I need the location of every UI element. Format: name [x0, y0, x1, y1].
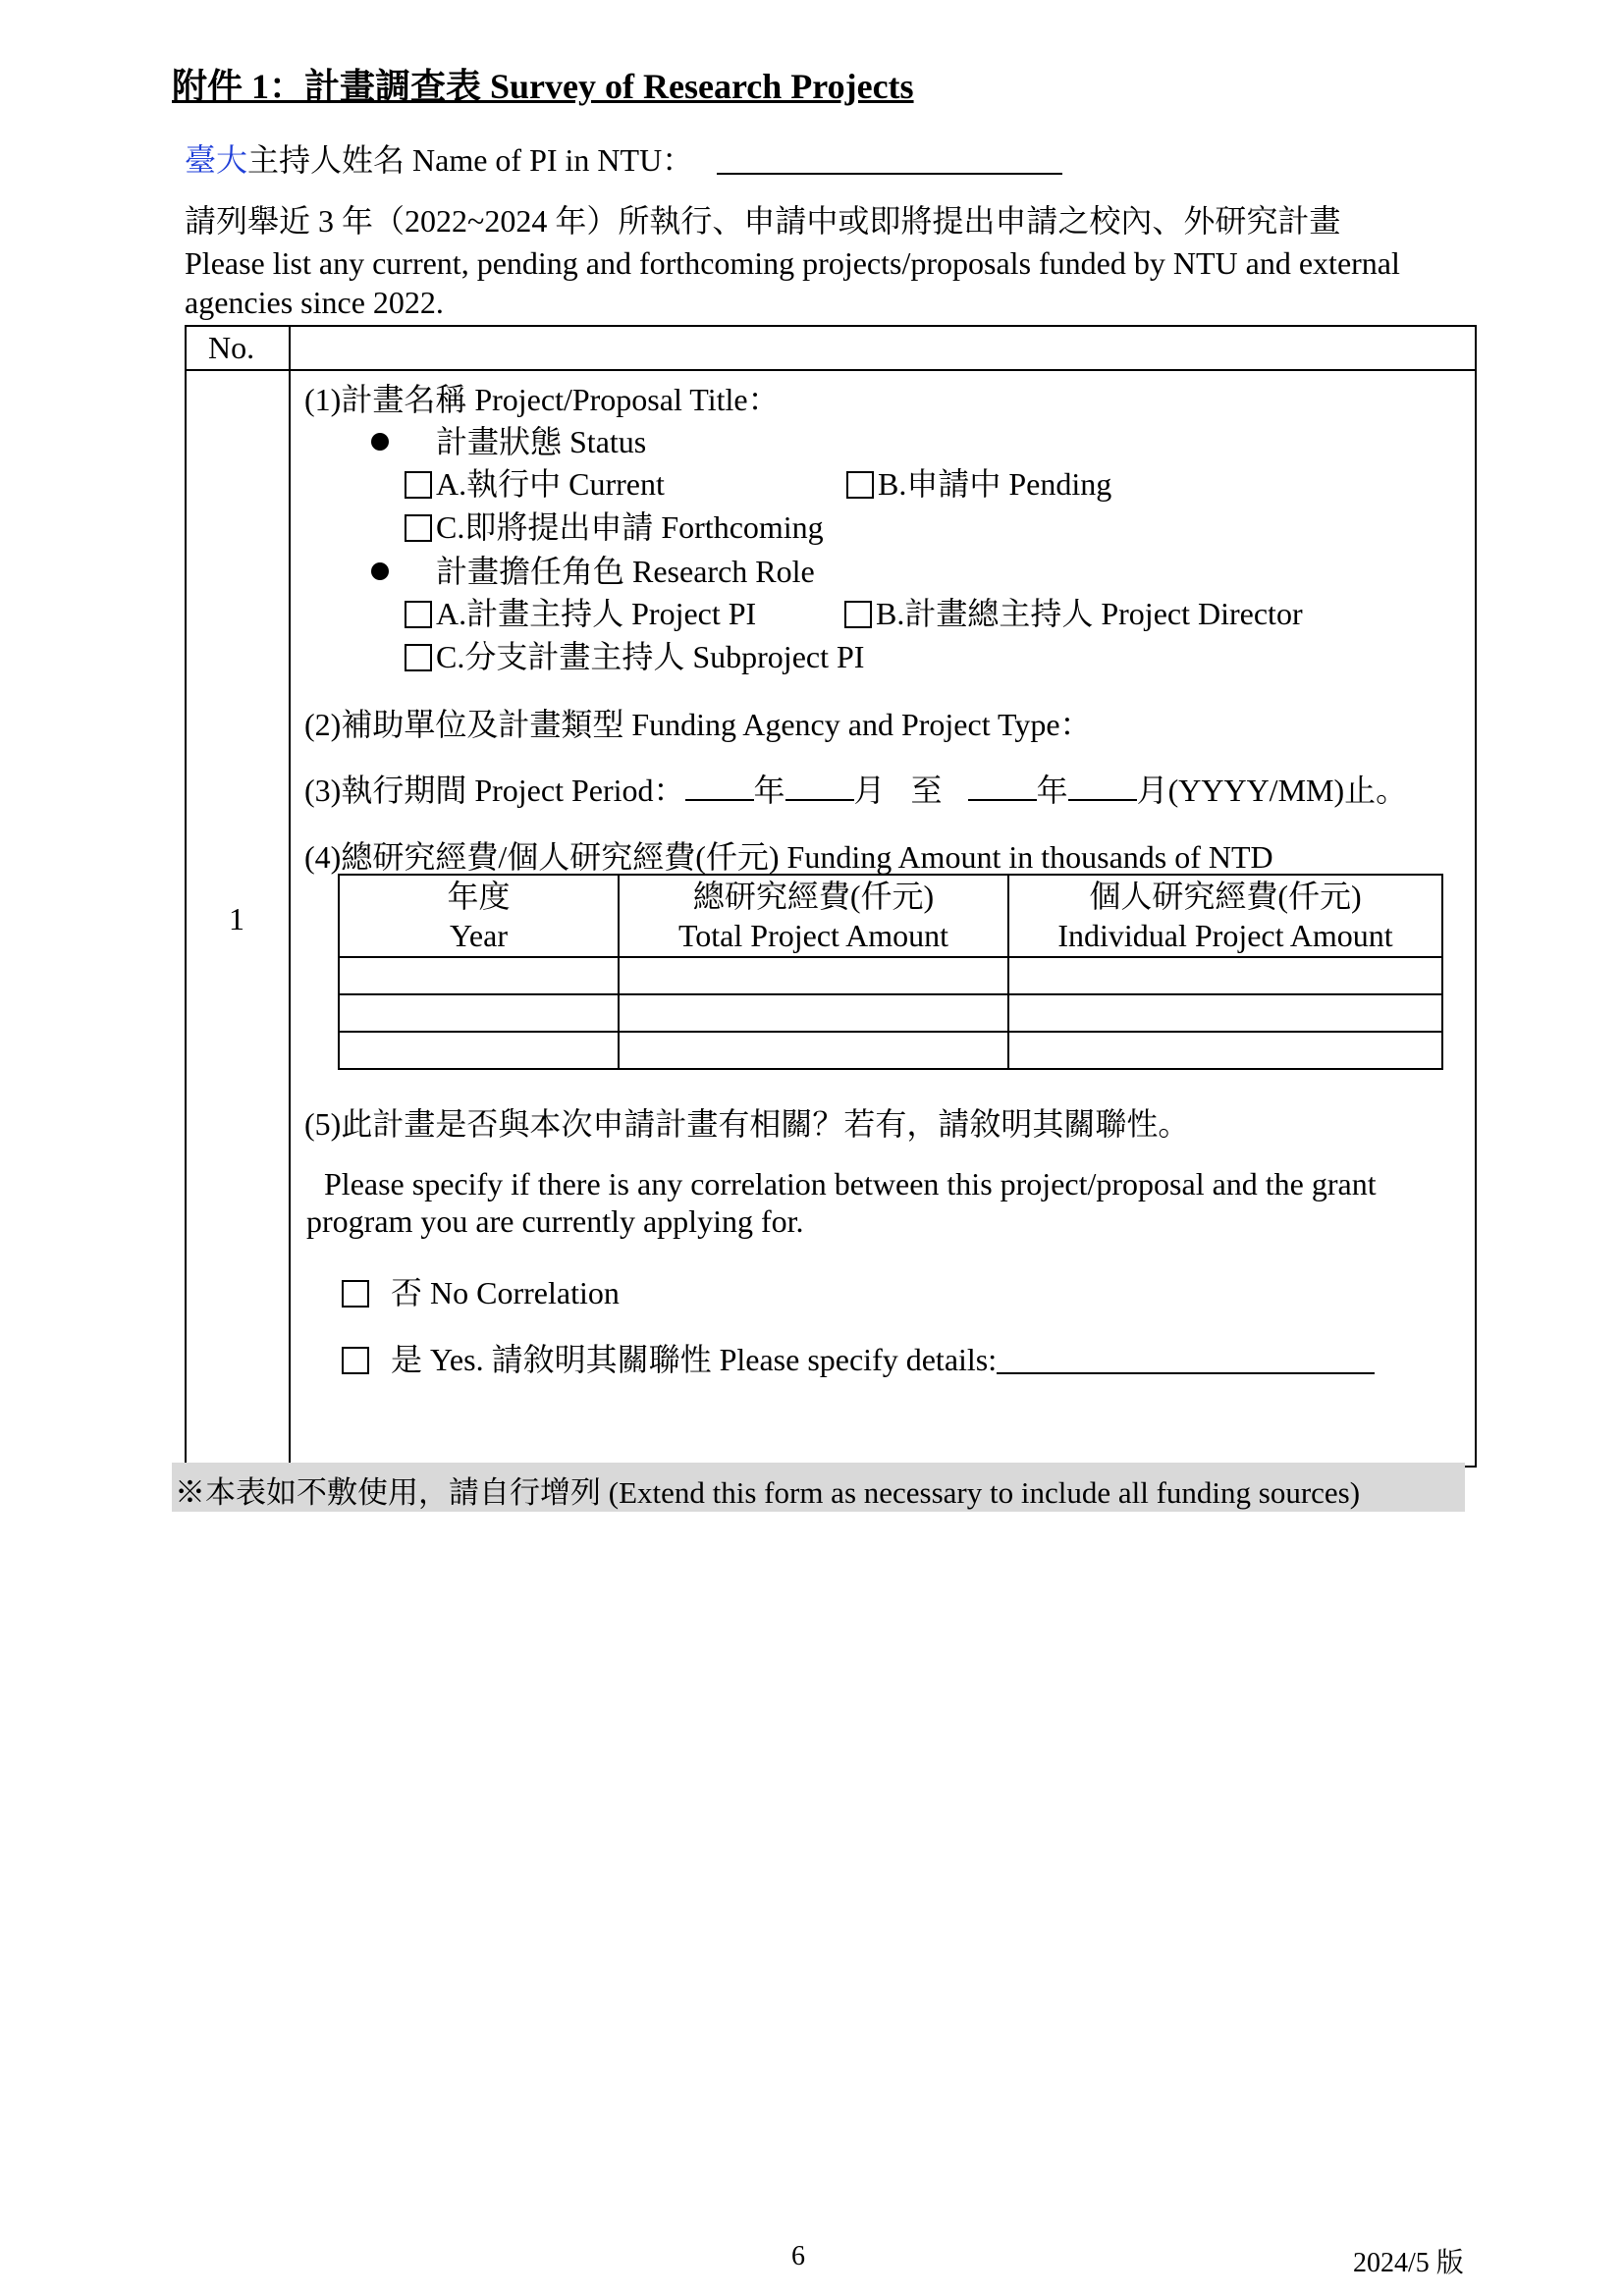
checkbox-icon[interactable] — [405, 644, 432, 671]
role-option-pi-label: A.計畫主持人 Project PI — [436, 596, 757, 631]
page-title: 附件 1：計畫調查表 Survey of Research Projects — [172, 67, 914, 106]
cell-input[interactable] — [339, 957, 619, 994]
checkbox-icon[interactable] — [846, 471, 874, 499]
table-row — [339, 994, 1442, 1032]
footnote: ※本表如不敷使用，請自行增列 (Extend this form as necessary to include all funding sources) — [175, 1475, 1361, 1510]
pi-name-row — [185, 135, 693, 181]
intro-zh: 請列舉近 3 年（2022~2024 年）所執行、申請中或即將提出申請之校內、外研究計畫 — [185, 203, 1341, 239]
cell-input[interactable] — [619, 994, 1008, 1032]
correlation-no-option[interactable] — [342, 1268, 620, 1313]
table-header-divider — [185, 369, 1475, 371]
checkbox-icon[interactable] — [844, 601, 872, 628]
status-label: 計畫狀態 Status — [436, 424, 647, 459]
role-option-director[interactable] — [844, 589, 1303, 634]
correlation-details-field[interactable] — [997, 1343, 1375, 1374]
bullet-icon — [371, 562, 389, 580]
cell-input[interactable] — [1008, 1032, 1442, 1069]
pi-prefix: 臺大 — [185, 142, 248, 178]
cell-input[interactable] — [339, 994, 619, 1032]
item5-specify: Please specify if there is any correlation between this project/proposal and the grant program you are currently applying for. — [306, 1166, 1377, 1239]
item2-title: (2)補助單位及計畫類型 Funding Agency and Project Type： — [304, 707, 1092, 742]
item4-title: (4)總研究經費/個人研究經費(仟元) Funding Amount in thousands of NTD — [304, 839, 1273, 875]
funding-header-row — [339, 875, 1442, 957]
col-individual-zh: 個人研究經費(仟元) — [1089, 879, 1362, 914]
end-year-unit: 年 — [1036, 773, 1068, 808]
bullet-icon — [371, 433, 389, 451]
correlation-no-label: 否 No Correlation — [391, 1275, 620, 1310]
role-row — [371, 547, 815, 592]
row-number: 1 — [229, 901, 244, 936]
status-option-current[interactable] — [405, 459, 665, 505]
start-month-unit: 月 — [853, 773, 886, 808]
role-option-subproject-label: C.分支計畫主持人 Subproject PI — [436, 639, 865, 674]
role-option-director-label: B.計畫總主持人 Project Director — [876, 596, 1303, 631]
col-year-zh: 年度 — [447, 879, 511, 914]
page-number: 6 — [791, 2241, 805, 2271]
status-option-forthcoming[interactable] — [405, 503, 824, 548]
table-row — [339, 1032, 1442, 1069]
checkbox-icon[interactable] — [405, 601, 432, 628]
status-option-pending[interactable] — [846, 459, 1111, 505]
col-individual — [1008, 875, 1442, 957]
col-year-en: Year — [450, 918, 508, 953]
funding-table — [338, 874, 1443, 1070]
cell-input[interactable] — [619, 957, 1008, 994]
item5-title: (5)此計畫是否與本次申請計畫有相關？若有，請敘明其關聯性。 — [304, 1106, 1190, 1142]
version-label: 2024/5 版 — [1353, 2248, 1464, 2278]
status-option-pending-label: B.申請中 Pending — [878, 466, 1112, 502]
role-option-subproject[interactable] — [405, 632, 864, 677]
table-col-divider — [289, 325, 291, 1466]
start-month-field[interactable] — [785, 774, 854, 801]
checkbox-icon[interactable] — [405, 471, 432, 499]
checkbox-icon[interactable] — [342, 1347, 369, 1374]
cell-input[interactable] — [1008, 957, 1442, 994]
end-year-field[interactable] — [968, 774, 1037, 801]
checkbox-icon[interactable] — [405, 514, 432, 542]
no-column-header: No. — [208, 330, 255, 365]
start-year-unit: 年 — [753, 773, 785, 808]
status-option-forthcoming-label: C.即將提出申請 Forthcoming — [436, 509, 824, 545]
period-label: (3)執行期間 Project Period： — [304, 773, 685, 808]
end-month-suffix: 月(YYYY/MM)止。 — [1136, 773, 1408, 808]
item1-title: (1)計畫名稱 Project/Proposal Title： — [304, 382, 780, 417]
role-label: 計畫擔任角色 Research Role — [436, 554, 815, 589]
cell-input[interactable] — [619, 1032, 1008, 1069]
correlation-yes-option[interactable] — [342, 1335, 1375, 1380]
correlation-yes-label: 是 Yes. 請敘明其關聯性 Please specify details: — [391, 1342, 998, 1377]
col-total-zh: 總研究經費(仟元) — [692, 879, 935, 914]
role-option-pi[interactable] — [405, 589, 756, 634]
col-total-en: Total Project Amount — [677, 918, 949, 953]
period-to: 至 — [910, 773, 943, 808]
col-total — [619, 875, 1008, 957]
intro-en: Please list any current, pending and forthcoming projects/proposals funded by NTU and external agencies since 2022. — [185, 245, 1400, 320]
status-row — [371, 417, 646, 462]
pi-name-label: 主持人姓名 Name of PI in NTU： — [247, 142, 694, 178]
pi-name-field[interactable] — [717, 137, 1062, 175]
cell-input[interactable] — [1008, 994, 1442, 1032]
col-individual-en: Individual Project Amount — [1057, 918, 1393, 953]
item3-period — [304, 766, 1407, 811]
col-year — [339, 875, 619, 957]
status-option-current-label: A.執行中 Current — [436, 466, 665, 502]
table-row — [339, 957, 1442, 994]
cell-input[interactable] — [339, 1032, 619, 1069]
checkbox-icon[interactable] — [342, 1280, 369, 1308]
end-month-field[interactable] — [1068, 774, 1137, 801]
start-year-field[interactable] — [685, 774, 754, 801]
